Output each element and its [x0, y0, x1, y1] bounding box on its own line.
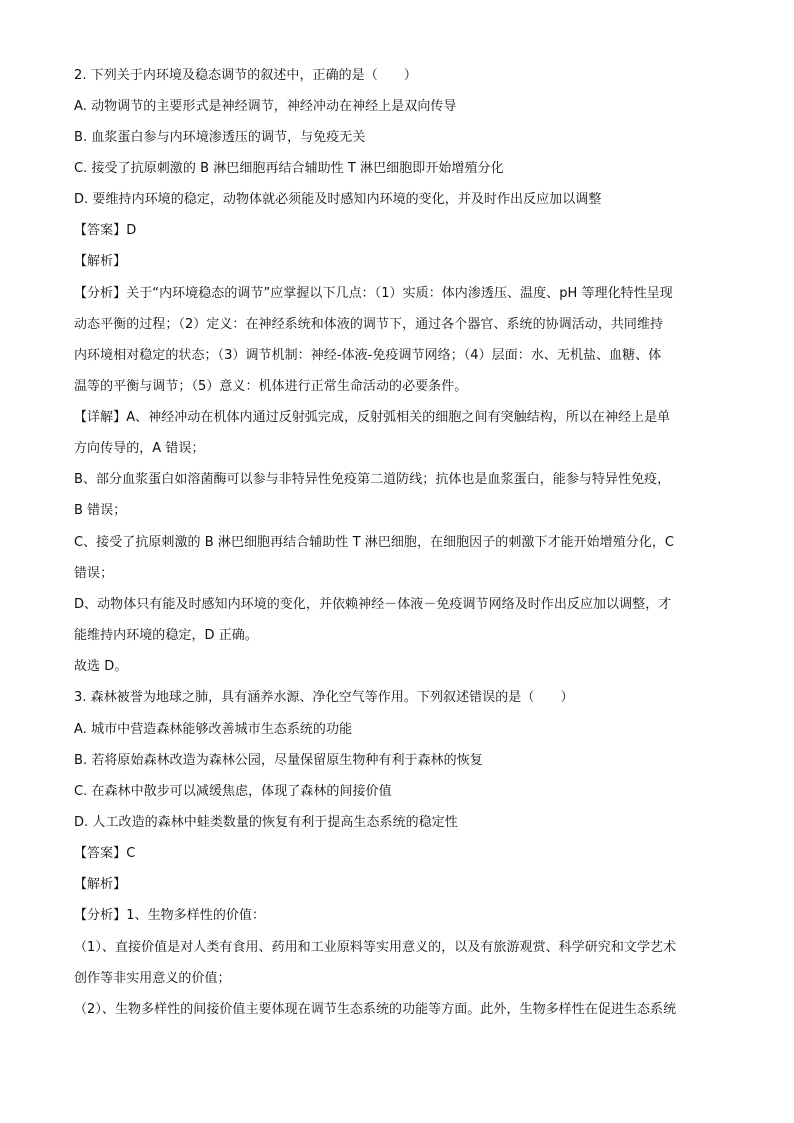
q3-option-b: B. 若将原始森林改造为森林公园，尽量保留原生物种有利于森林的恢复	[74, 753, 483, 768]
q2-option-a: A. 动物调节的主要形式是神经调节，神经冲动在神经上是双向传导	[74, 99, 457, 114]
q2-option-b: B. 血浆蛋白参与内环境渗透压的调节，与免疫无关	[74, 130, 366, 145]
q2-detail-line: 能维持内环境的稳定，D 正确。	[74, 628, 258, 643]
q2-detail-line: B、部分血浆蛋白如溶菌酶可以参与非特异性免疫第二道防线；抗体也是血浆蛋白，能参与特异性免疫，	[74, 472, 671, 487]
q3-option-c: C. 在森林中散步可以减缓焦虑，体现了森林的间接价值	[74, 784, 392, 799]
q2-analysis-line: 内环境相对稳定的状态；（3）调节机制：神经-体液-免疫调节网络；（4）层面：水、无机盐、血糖、体	[74, 348, 662, 363]
q3-analysis-line: 创作等非实用意义的价值；	[74, 971, 231, 986]
q3-analysis-line: （2）、生物多样性的间接价值主要体现在调节生态系统的功能等方面。此外，生物多样性在促进生态系统	[74, 1002, 677, 1017]
q2-detail-line: 方向传导的，A 错误；	[74, 441, 205, 456]
q2-stem: 2. 下列关于内环境及稳态调节的叙述中，正确的是（ ）	[74, 68, 417, 83]
q3-analysis-line: 【分析】1、生物多样性的价值：	[74, 908, 266, 923]
q2-answer: 【答案】D	[74, 223, 137, 238]
q2-detail-line: C、接受了抗原刺激的 B 淋巴细胞再结合辅助性 T 淋巴细胞，在细胞因子的刺激下才能开始增殖分化，C	[74, 535, 675, 550]
q3-stem: 3. 森林被誉为地球之肺，具有涵养水源、净化空气等作用。下列叙述错误的是（ ）	[74, 690, 574, 705]
q2-analysis-line: 温等的平衡与调节；（5）意义：机体进行正常生命活动的必要条件。	[74, 379, 468, 394]
q2-analysis-line: 动态平衡的过程；（2）定义：在神经系统和体液的调节下，通过各个器官、系统的协调活动，共同维持	[74, 317, 664, 332]
q2-detail-line: 【详解】A、神经冲动在机体内通过反射弧完成，反射弧相关的细胞之间有突触结构，所以在神经上是单	[74, 410, 671, 425]
q2-detail-line: D、动物体只有能及时感知内环境的变化，并依赖神经－体液－免疫调节网络及时作出反应加以调整，才	[74, 597, 672, 612]
q3-answer: 【答案】C	[74, 846, 136, 861]
q3-option-a: A. 城市中营造森林能够改善城市生态系统的功能	[74, 722, 353, 737]
q2-option-c: C. 接受了抗原刺激的 B 淋巴细胞再结合辅助性 T 淋巴细胞即开始增殖分化	[74, 161, 504, 176]
q3-analysis-heading: 【解析】	[74, 877, 127, 892]
q3-analysis-line: （1）、直接价值是对人类有食用、药用和工业原料等实用意义的，以及有旅游观赏、科学研究和文学艺术	[74, 940, 677, 955]
q2-detail-line: 错误；	[74, 566, 114, 581]
q2-option-d: D. 要维持内环境的稳定，动物体就必须能及时感知内环境的变化，并及时作出反应加以调整	[74, 192, 602, 207]
q2-detail-line: B 错误；	[74, 503, 127, 518]
q2-analysis-heading: 【解析】	[74, 254, 127, 269]
q2-analysis-line: 【分析】关于“内环境稳态的调节”应掌握以下几点：（1）实质：体内渗透压、温度、pH 等理化特性呈现	[74, 286, 673, 301]
q3-option-d: D. 人工改造的森林中蛙类数量的恢复有利于提高生态系统的稳定性	[74, 815, 458, 830]
q2-detail-line: 故选 D。	[74, 659, 128, 674]
